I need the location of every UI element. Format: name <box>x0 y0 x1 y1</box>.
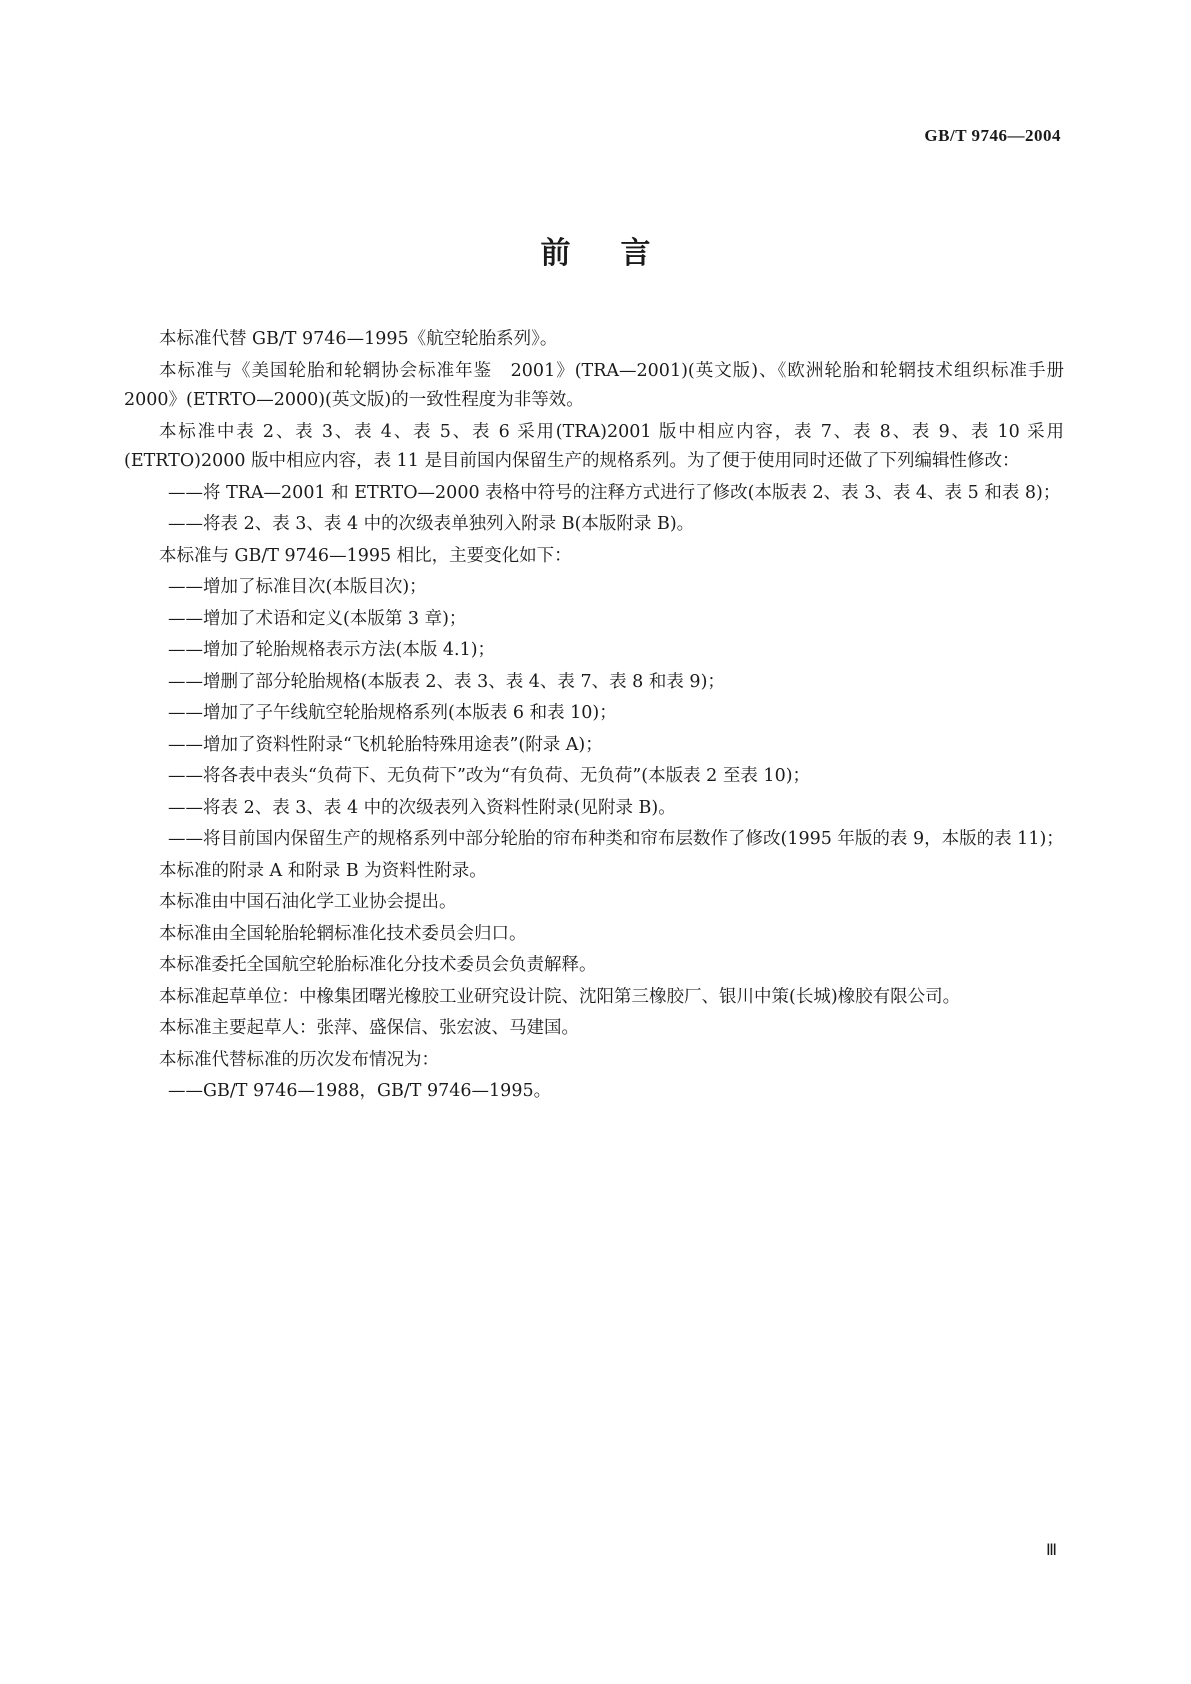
paragraph: 本标准代替标准的历次发布情况为： <box>159 1049 439 1070</box>
page-title: 前言 <box>540 236 701 271</box>
paragraph: 本标准由全国轮胎轮辋标准化技术委员会归口。 <box>159 923 527 944</box>
paragraph: 本标准与《美国轮胎和轮辋协会标准年鉴 2001》(TRA—2001)(英文版)、《欧洲轮胎和轮辋技术组织标准手册 2000》(ETRTO—2000)(英文版)的一致性程度为非等效。 <box>124 360 1082 410</box>
list-item: ——将目前国内保留生产的规格系列中部分轮胎的帘布种类和帘布层数作了修改(1995 年版的表 9，本版的表 11)； <box>168 829 1064 849</box>
list-item: ——增加了子午线航空轮胎规格系列(本版表 6 和表 10)； <box>168 703 617 723</box>
paragraph: 本标准主要起草人：张萍、盛保信、张宏波、马建国。 <box>159 1018 579 1038</box>
paragraph: 本标准与 GB/T 9746—1995 相比，主要变化如下： <box>159 545 572 566</box>
list-item: ——增加了术语和定义(本版第 3 章)； <box>168 608 467 629</box>
list-item: ——将表 2、表 3、表 4 中的次级表单独列入附录 B(本版附录 B)。 <box>168 514 695 534</box>
list-item: ——增删了部分轮胎规格(本版表 2、表 3、表 4、表 7、表 8 和表 9)； <box>168 671 725 692</box>
standard-code: GB/T 9746—2004 <box>924 126 1061 145</box>
paragraph: 本标准中表 2、表 3、表 4、表 5、表 6 采用(TRA)2001 版中相应内容，表 7、表 8、表 9、表 10 采用(ETRTO)2000 版中相应内容，表 11 是目前国内保留生产的规格系列。为了便于使用同时还做了下列编辑性修改： <box>124 421 1064 471</box>
paragraph: 本标准委托全国航空轮胎标准化分技术委员会负责解释。 <box>159 955 597 975</box>
list-item: ——将表 2、表 3、表 4 中的次级表列入资料性附录(见附录 B)。 <box>168 797 676 818</box>
list-item: ——GB/T 9746—1988，GB/T 9746—1995。 <box>168 1081 552 1101</box>
list-item: ——增加了标准目次(本版目次)； <box>168 577 427 597</box>
paragraph: 本标准的附录 A 和附录 B 为资料性附录。 <box>159 860 487 881</box>
paragraph: 本标准代替 GB/T 9746—1995《航空轮胎系列》。 <box>159 329 558 349</box>
foreword-body <box>124 325 1082 1109</box>
list-item: ——将各表中表头“负荷下、无负荷下”改为“有负荷、无负荷”(本版表 2 至表 10)； <box>168 766 811 786</box>
paragraph: 本标准由中国石油化学工业协会提出。 <box>159 892 457 912</box>
list-item: ——增加了资料性附录“飞机轮胎特殊用途表”(附录 A)； <box>168 734 603 755</box>
paragraph: 本标准起草单位：中橡集团曙光橡胶工业研究设计院、沈阳第三橡胶厂、银川中策(长城)橡胶有限公司。 <box>159 986 961 1007</box>
page-number: Ⅲ <box>1045 1542 1057 1559</box>
list-item: ——增加了轮胎规格表示方法(本版 4.1)； <box>168 640 496 660</box>
list-item: ——将 TRA—2001 和 ETRTO—2000 表格中符号的注释方式进行了修改(本版表 2、表 3、表 4、表 5 和表 8)； <box>168 482 1061 503</box>
